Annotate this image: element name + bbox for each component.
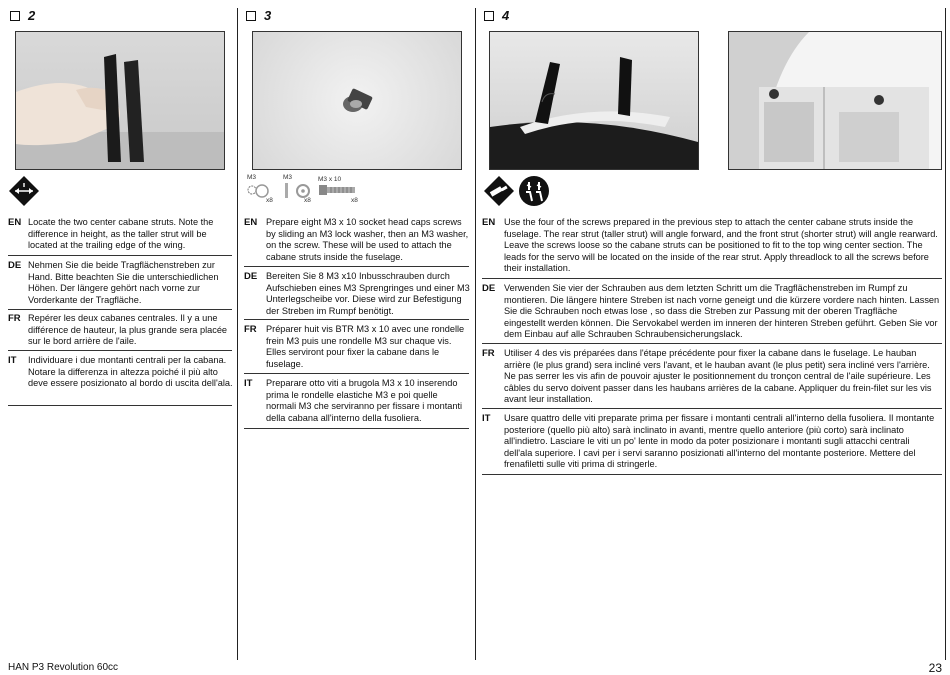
divider [244, 319, 469, 320]
fuselage-interior-image [729, 32, 941, 169]
column-divider [237, 8, 238, 660]
measure-icon [8, 175, 40, 212]
divider [244, 428, 469, 429]
divider [482, 278, 942, 279]
step-3-header [246, 8, 271, 23]
step-2-photo [15, 31, 225, 170]
column-divider [475, 8, 476, 660]
step-2-header [10, 8, 35, 23]
step-2-checkbox[interactable] [10, 11, 20, 21]
page-number: 23 [928, 661, 942, 675]
divider [482, 474, 942, 475]
step-3-photo [252, 31, 462, 170]
step-3-checkbox[interactable] [246, 11, 256, 21]
step-3-number: 3 [264, 8, 272, 23]
step-4-photo-interior [728, 31, 942, 170]
divider [8, 255, 232, 256]
step-4-photo-struts [489, 31, 699, 170]
divider [8, 405, 232, 406]
divider [482, 343, 942, 344]
divider [8, 350, 232, 351]
installed-struts-image [490, 32, 698, 169]
struts-in-hand-image [16, 32, 224, 169]
threadlock-icon [518, 175, 550, 212]
screw-with-washers-image [253, 32, 461, 169]
step-4-checkbox[interactable] [484, 11, 494, 21]
divider [8, 309, 232, 310]
divider [244, 266, 469, 267]
divider [244, 373, 469, 374]
page-edge-line [945, 8, 946, 660]
socket-head-screw-icon [318, 184, 358, 198]
step-4-header [484, 8, 509, 23]
footer-title: HAN P3 Revolution 60cc [8, 662, 119, 673]
step-4-number: 4 [502, 8, 510, 23]
step-2-number: 2 [28, 8, 36, 23]
screwdriver-icon [483, 175, 515, 212]
divider [482, 408, 942, 409]
